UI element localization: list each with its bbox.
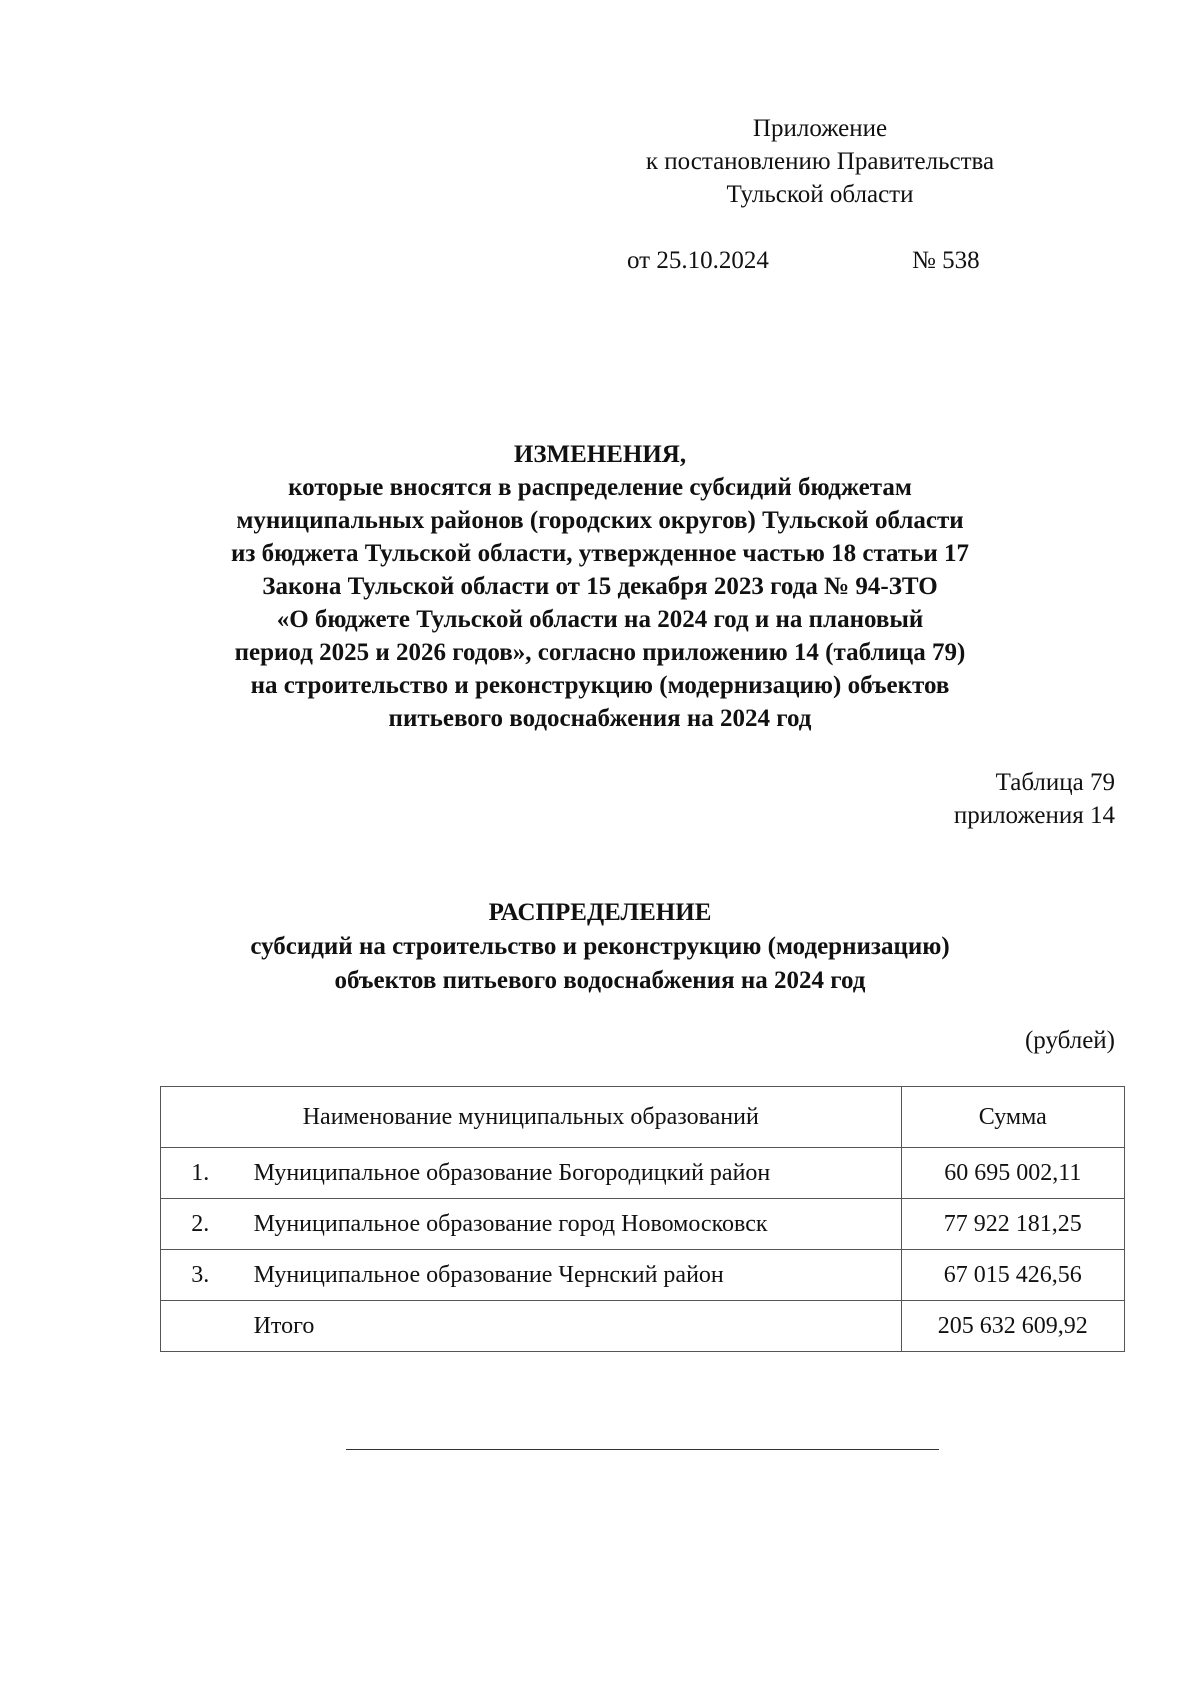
appendix-title: Приложение: [752, 115, 888, 142]
table-row: [161, 1250, 1125, 1301]
appendix-number: приложения 14: [953, 802, 1115, 829]
changes-line: которые вносятся в распределение субсидий бюджетам: [288, 474, 912, 501]
appendix-region: Тульской области: [726, 181, 914, 208]
changes-line: на строительство и реконструкцию (модернизацию) объектов: [250, 672, 950, 699]
header-name: Наименование муниципальных образований: [161, 1087, 902, 1148]
distribution-title: РАСПРЕДЕЛЕНИЕ: [488, 899, 712, 926]
row-number: 2.: [161, 1199, 240, 1250]
decree-number: № 538: [912, 247, 980, 274]
distribution-subtitle-line: субсидий на строительство и реконструкцию (модернизацию): [250, 933, 950, 960]
table-header-row: [161, 1087, 1125, 1148]
total-number-cell: [161, 1301, 240, 1352]
changes-title: ИЗМЕНЕНИЯ,: [513, 441, 687, 468]
table-number: Таблица 79: [995, 769, 1115, 796]
changes-line: период 2025 и 2026 годов», согласно приложению 14 (таблица 79): [234, 639, 966, 666]
changes-line: «О бюджете Тульской области на 2024 год и на плановый: [276, 606, 924, 633]
row-number: 1.: [161, 1148, 240, 1199]
total-label: Итого: [240, 1301, 901, 1352]
row-sum: 67 015 426,56: [901, 1250, 1124, 1301]
table-row: [161, 1148, 1125, 1199]
row-number: 3.: [161, 1250, 240, 1301]
distribution-subtitle-line: объектов питьевого водоснабжения на 2024 год: [334, 967, 866, 994]
currency-unit: (рублей): [1024, 1027, 1115, 1054]
table-total-row: [161, 1301, 1125, 1352]
header-sum: Сумма: [901, 1087, 1124, 1148]
row-name: Муниципальное образование Чернский район: [240, 1250, 901, 1301]
footer-divider: [346, 1449, 939, 1450]
changes-line: питьевого водоснабжения на 2024 год: [388, 705, 812, 732]
table-reference: [954, 766, 1115, 832]
changes-heading: [150, 438, 1050, 735]
row-name: Муниципальное образование город Новомосковск: [240, 1199, 901, 1250]
appendix-decree-ref: к постановлению Правительства: [645, 148, 995, 175]
changes-line: из бюджета Тульской области, утвержденное частью 18 статьи 17: [230, 540, 970, 567]
changes-line: муниципальных районов (городских округов) Тульской области: [236, 507, 964, 534]
row-name: Муниципальное образование Богородицкий район: [240, 1148, 901, 1199]
row-sum: 77 922 181,25: [901, 1199, 1124, 1250]
row-sum: 60 695 002,11: [901, 1148, 1124, 1199]
changes-line: Закона Тульской области от 15 декабря 2023 года № 94-ЗТО: [262, 573, 938, 600]
decree-date: от 25.10.2024: [627, 247, 769, 274]
appendix-header: [600, 112, 1040, 211]
distribution-heading: [150, 896, 1050, 998]
table-row: [161, 1199, 1125, 1250]
distribution-table: [160, 1086, 1125, 1352]
total-sum: 205 632 609,92: [901, 1301, 1124, 1352]
